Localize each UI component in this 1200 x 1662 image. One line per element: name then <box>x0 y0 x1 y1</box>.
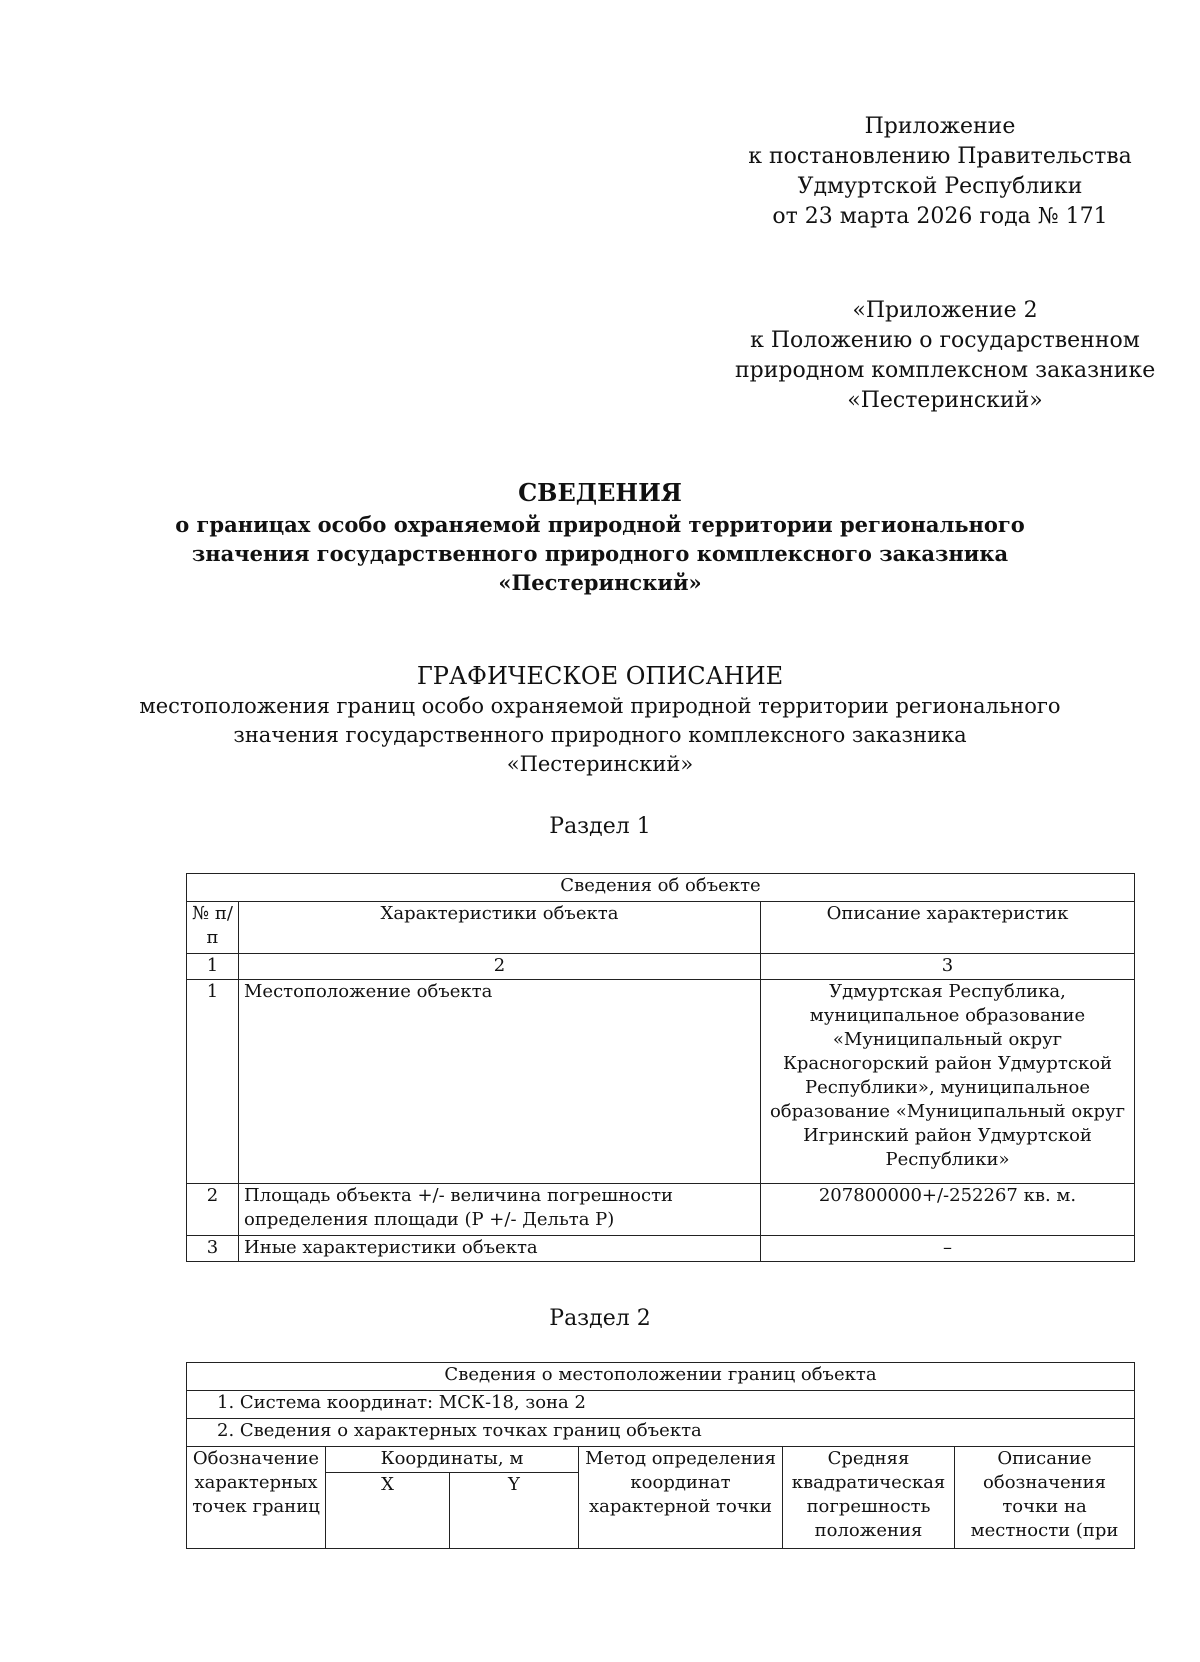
row-description <box>761 1184 1135 1236</box>
row-characteristic: Иные характеристики объекта <box>239 1236 761 1262</box>
row-description <box>761 1236 1135 1262</box>
column-header-number: № п/п <box>187 902 239 954</box>
appendix-line: от 23 марта 2026 года № 171 <box>772 204 1108 229</box>
description-line: Республики» <box>885 1149 1010 1170</box>
description-line: Удмуртская Республика, <box>829 981 1066 1002</box>
row-number: 1 <box>187 980 239 1184</box>
table-row <box>187 1236 1135 1262</box>
description-line: Республики», муниципальное <box>804 1077 1090 1098</box>
row-characteristic: Местоположение объекта <box>239 980 761 1184</box>
header-accuracy: Средняя квадратическая погрешность положения <box>783 1447 955 1549</box>
column-number: 1 <box>187 954 239 980</box>
section2-title: Раздел 2 <box>549 1306 651 1331</box>
description-line: «Муниципальный округ <box>832 1029 1063 1050</box>
svedenia-line: значения государственного природного комплексного заказника <box>191 541 1009 566</box>
appendix2-header <box>735 296 1155 416</box>
table-caption: Сведения об объекте <box>187 874 1135 902</box>
graphic-line: «Пестеринский» <box>506 752 694 776</box>
column-number: 3 <box>761 954 1135 980</box>
svedenia-title: СВЕДЕНИЯ <box>518 478 682 507</box>
description-line: – <box>943 1237 952 1258</box>
column-header-description: Описание характеристик <box>761 902 1135 954</box>
row-characteristic: Площадь объекта +/- величина погрешности определения площади (Р +/- Дельта Р) <box>239 1184 761 1236</box>
description-line: муниципальное образование <box>809 1005 1086 1026</box>
section1-title: Раздел 1 <box>549 814 651 839</box>
row-number: 3 <box>187 1236 239 1262</box>
header-y: Y <box>450 1473 579 1549</box>
header-coordinates: Координаты, м <box>326 1447 579 1473</box>
description-line: Красногорский район Удмуртской <box>782 1053 1113 1074</box>
graphic-description-title: ГРАФИЧЕСКОЕ ОПИСАНИЕ <box>416 662 784 690</box>
boundary-info-table <box>186 1362 1135 1549</box>
appendix2-line: к Положению о государственном <box>750 328 1140 353</box>
svedenia-line: о границах особо охраняемой природной территории регионального <box>175 512 1025 537</box>
column-number: 2 <box>239 954 761 980</box>
graphic-line: местоположения границ особо охраняемой природной территории регионального <box>139 694 1061 718</box>
description-line: образование «Муниципальный округ <box>769 1101 1126 1122</box>
coordinate-system: 1. Система координат: МСК-18, зона 2 <box>187 1391 1135 1419</box>
table-caption: Сведения о местоположении границ объекта <box>187 1363 1135 1391</box>
row-number: 2 <box>187 1184 239 1236</box>
column-header-characteristics: Характеристики объекта <box>239 902 761 954</box>
header-designation: Обозначение характерных точек границ <box>187 1447 326 1549</box>
row-description <box>761 980 1135 1184</box>
appendix-line: к постановлению Правительства <box>748 144 1132 169</box>
appendix-line: Удмуртской Республики <box>797 174 1083 199</box>
header-method: Метод определения координат характерной точки <box>579 1447 783 1549</box>
appendix2-line: «Приложение 2 <box>852 298 1038 323</box>
description-line: 207800000+/-252267 кв. м. <box>818 1185 1077 1206</box>
appendix2-line: «Пестеринский» <box>847 388 1043 413</box>
points-caption: 2. Сведения о характерных точках границ объекта <box>187 1419 1135 1447</box>
table-row <box>187 1184 1135 1236</box>
appendix-line: Приложение <box>864 114 1016 139</box>
header-x: X <box>326 1473 450 1549</box>
graphic-line: значения государственного природного комплексного заказника <box>233 723 967 747</box>
description-line: Игринский район Удмуртской <box>803 1125 1092 1146</box>
svedenia-line: «Пестеринский» <box>498 570 702 595</box>
svedenia-subtitle <box>0 510 1200 597</box>
table-row <box>187 980 1135 1184</box>
header-point-description: Описание обозначения точки на местности (при <box>955 1447 1135 1549</box>
object-info-table <box>186 873 1135 1262</box>
appendix2-line: природном комплексном заказнике <box>735 358 1156 383</box>
graphic-description-subtitle <box>0 692 1200 779</box>
appendix-header <box>740 112 1140 232</box>
